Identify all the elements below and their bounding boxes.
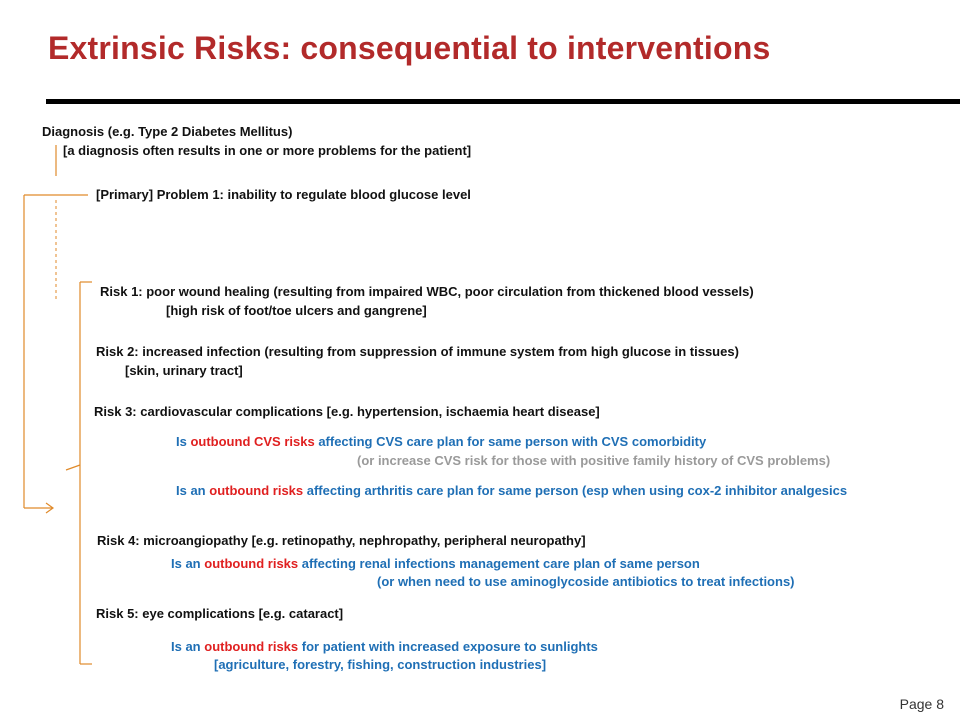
risk3-note2 [176,483,847,498]
diagnosis-line: Diagnosis (e.g. Type 2 Diabetes Mellitus) [42,124,293,139]
risk4-note1 [171,556,700,571]
risk3-note2-highlight: outbound risks [209,483,304,498]
risk1-note: [high risk of foot/toe ulcers and gangrene] [166,303,427,318]
risk5-line: Risk 5: eye complications [e.g. cataract] [96,606,344,621]
risk4-note1-post: affecting renal infections management care plan of same person [298,556,700,571]
risk5-note1-highlight: outbound risks [204,639,299,654]
problem-line: [Primary] Problem 1: inability to regulate blood glucose level [96,187,471,202]
risk5-note1 [171,639,598,654]
risk4-line: Risk 4: microangiopathy [e.g. retinopathy, nephropathy, peripheral neuropathy] [97,533,586,548]
risk3-note2-post: affecting arthritis care plan for same person (esp when using cox-2 inhibitor analgesics [303,483,848,498]
slide-title: Extrinsic Risks: consequential to interventions [48,30,771,66]
risk3-line: Risk 3: cardiovascular complications [e.g. hypertension, ischaemia heart disease] [94,404,600,419]
risk3-note1-post: affecting CVS care plan for same person with CVS comorbidity [314,434,707,449]
risk2-line: Risk 2: increased infection (resulting from suppression of immune system from high glucose in tissues) [96,344,739,359]
page-number: Page 8 [899,696,944,712]
risk5-note1-sub: [agriculture, forestry, fishing, construction industries] [214,657,547,672]
risk4-note1-pre: Is an [171,556,205,571]
risk3-note1-highlight: outbound CVS risks [190,434,315,449]
risk3-note1-pre: Is [176,434,191,449]
risk5-note1-pre: Is an [171,639,205,654]
risk-bracket-tick [66,465,80,470]
risk4-note1-highlight: outbound risks [204,556,299,571]
risk3-note1-sub: (or increase CVS risk for those with positive family history of CVS problems) [357,453,831,468]
risk1-line: Risk 1: poor wound healing (resulting from impaired WBC, poor circulation from thickened blood vessels) [100,284,754,299]
risk4-note1-sub: (or when need to use aminoglycoside antibiotics to treat infections) [377,574,795,589]
diagnosis-note: [a diagnosis often results in one or more problems for the patient] [63,143,472,158]
risk3-note2-pre: Is an [176,483,210,498]
risk5-note1-post: for patient with increased exposure to sunlights [298,639,598,654]
risk2-note: [skin, urinary tract] [125,363,243,378]
risk3-note1 [176,434,706,449]
